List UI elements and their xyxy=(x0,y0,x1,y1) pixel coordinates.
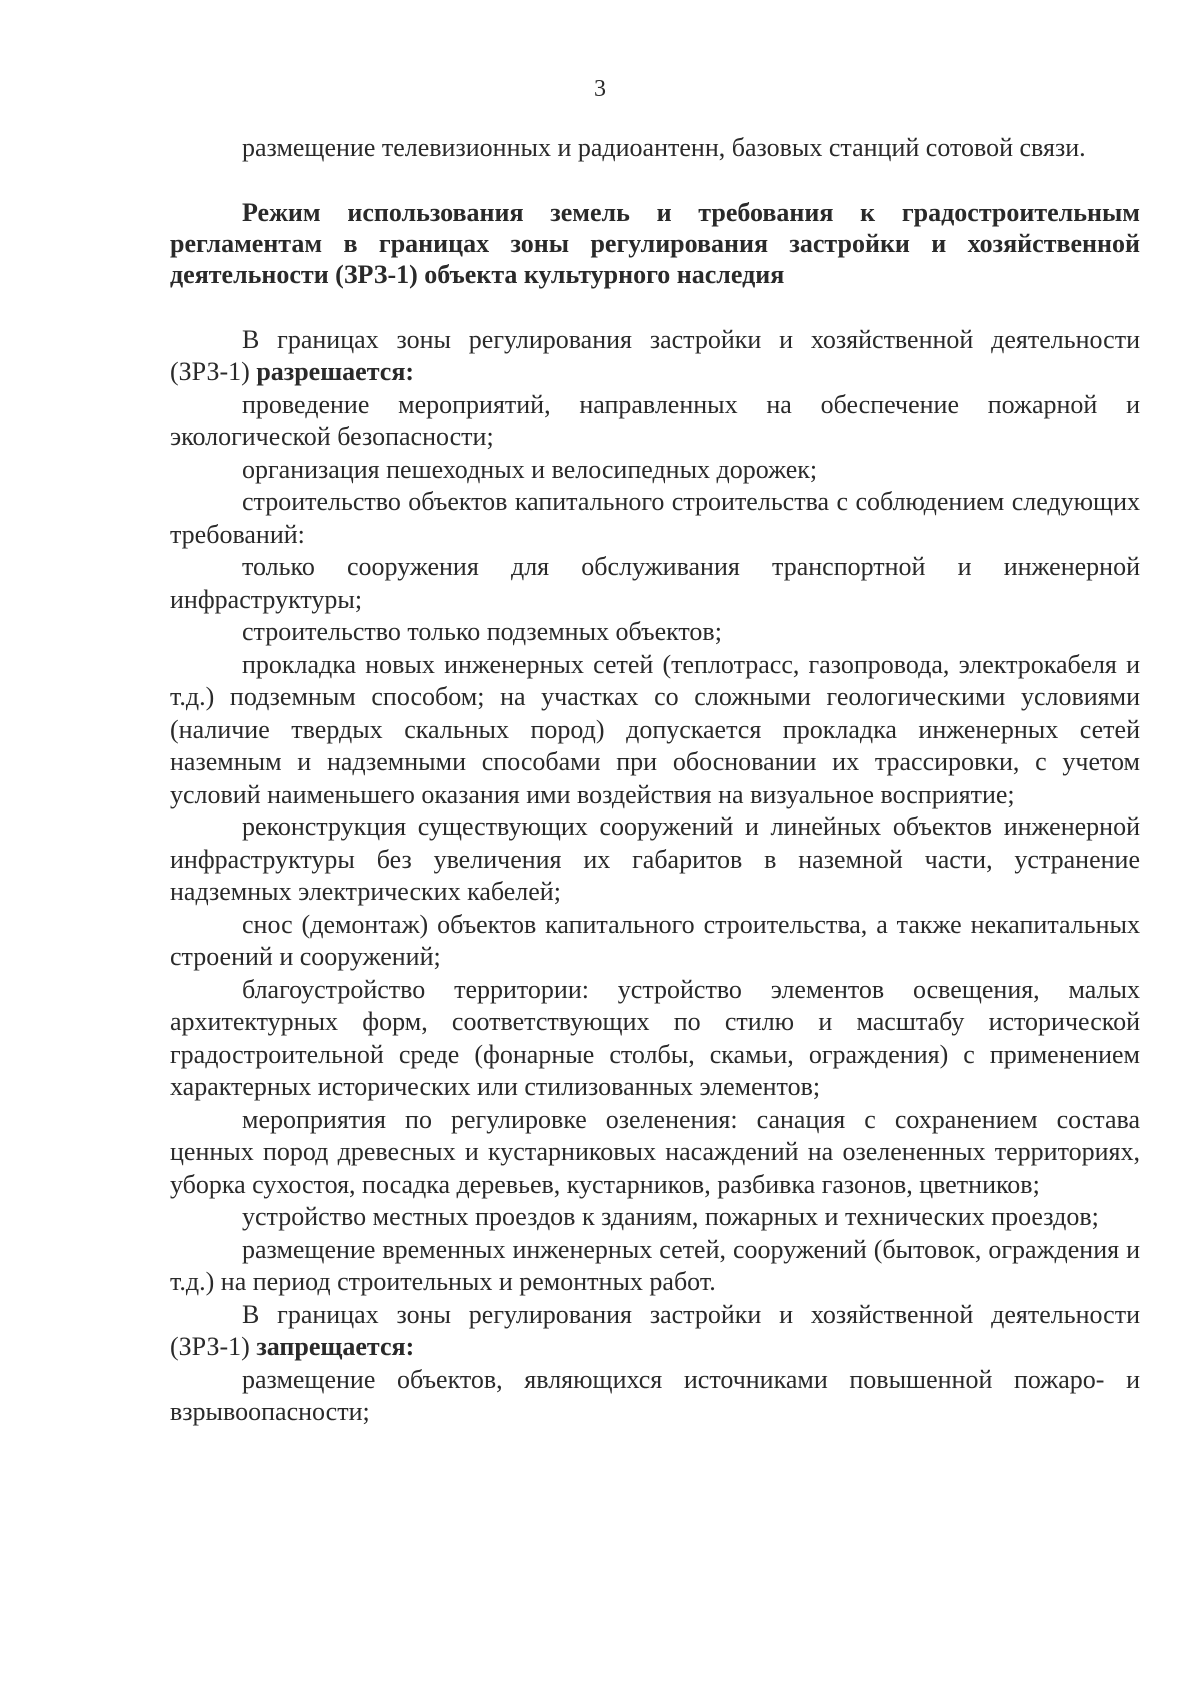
document-body xyxy=(170,132,1140,1429)
list-item: благоустройство территории: устройство элементов освещения, малых архитектурных форм, соответствующих по стилю и масштабу исторической градостроительной среде (фонарные столбы, скамьи, ограждения) с применением характерных исторических или стилизованных элементов; xyxy=(170,974,1140,1101)
list-item: прокладка новых инженерных сетей (теплотрасс, газопровода, электрокабеля и т.д.) подземным способом; на участках со сложными геологическими условиями (наличие твердых скальных пород) допускается прокладка инженерных сетей наземным и надземными способами при обосновании их трассировки, с учетом условий наименьшего оказания ими воздействия на визуальное восприятие; xyxy=(170,649,1140,809)
forbidden-keyword: запрещается: xyxy=(256,1332,415,1361)
forbidden-lead-text: В границах зоны регулирования застройки и хозяйственной деятельности (ЗРЗ-1) xyxy=(170,1299,1140,1361)
list-item: размещение временных инженерных сетей, сооружений (бытовок, ограждения и т.д.) на период строительных и ремонтных работ. xyxy=(170,1234,1140,1296)
list-item: организация пешеходных и велосипедных дорожек; xyxy=(242,454,818,484)
forbidden-lead-paragraph xyxy=(170,1299,1140,1364)
list-item: только сооружения для обслуживания транспортной и инженерной инфраструктуры; xyxy=(170,552,1140,614)
intro-paragraph: размещение телевизионных и радиоантенн, базовых станций сотовой связи. xyxy=(242,133,1086,162)
allowed-keyword: разрешается: xyxy=(256,357,415,386)
list-item: мероприятия по регулировке озеленения: санация с сохранением состава ценных пород древесных и кустарниковых насаждений на озелененных территориях, уборка сухостоя, посадка деревьев, кустарников, разбивка газонов, цветников; xyxy=(170,1104,1140,1199)
allowed-lead-paragraph xyxy=(170,324,1140,389)
list-item: устройство местных проездов к зданиям, пожарных и технических проездов; xyxy=(242,1202,1099,1231)
page-number: 3 xyxy=(594,76,606,102)
allowed-lead-text: В границах зоны регулирования застройки и хозяйственной деятельности (ЗРЗ-1) xyxy=(170,324,1140,386)
list-item: снос (демонтаж) объектов капитального строительства, а также некапитальных строений и сооружений; xyxy=(170,909,1140,971)
list-item: проведение мероприятий, направленных на обеспечение пожарной и экологической безопасности; xyxy=(170,389,1140,451)
section-heading: Режим использования земель и требования к градостроительным регламентам в границах зоны регулирования застройки и хозяйственной деятельности (ЗРЗ-1) объекта культурного наследия xyxy=(170,197,1140,289)
list-item: реконструкция существующих сооружений и линейных объектов инженерной инфраструктуры без увеличения их габаритов в наземной части, устранение надземных электрических кабелей; xyxy=(170,812,1140,906)
list-item: размещение объектов, являющихся источниками повышенной пожаро- и взрывоопасности; xyxy=(170,1364,1140,1426)
list-item: строительство объектов капитального строительства с соблюдением следующих требований: xyxy=(170,487,1140,549)
list-item: строительство только подземных объектов; xyxy=(242,617,722,646)
